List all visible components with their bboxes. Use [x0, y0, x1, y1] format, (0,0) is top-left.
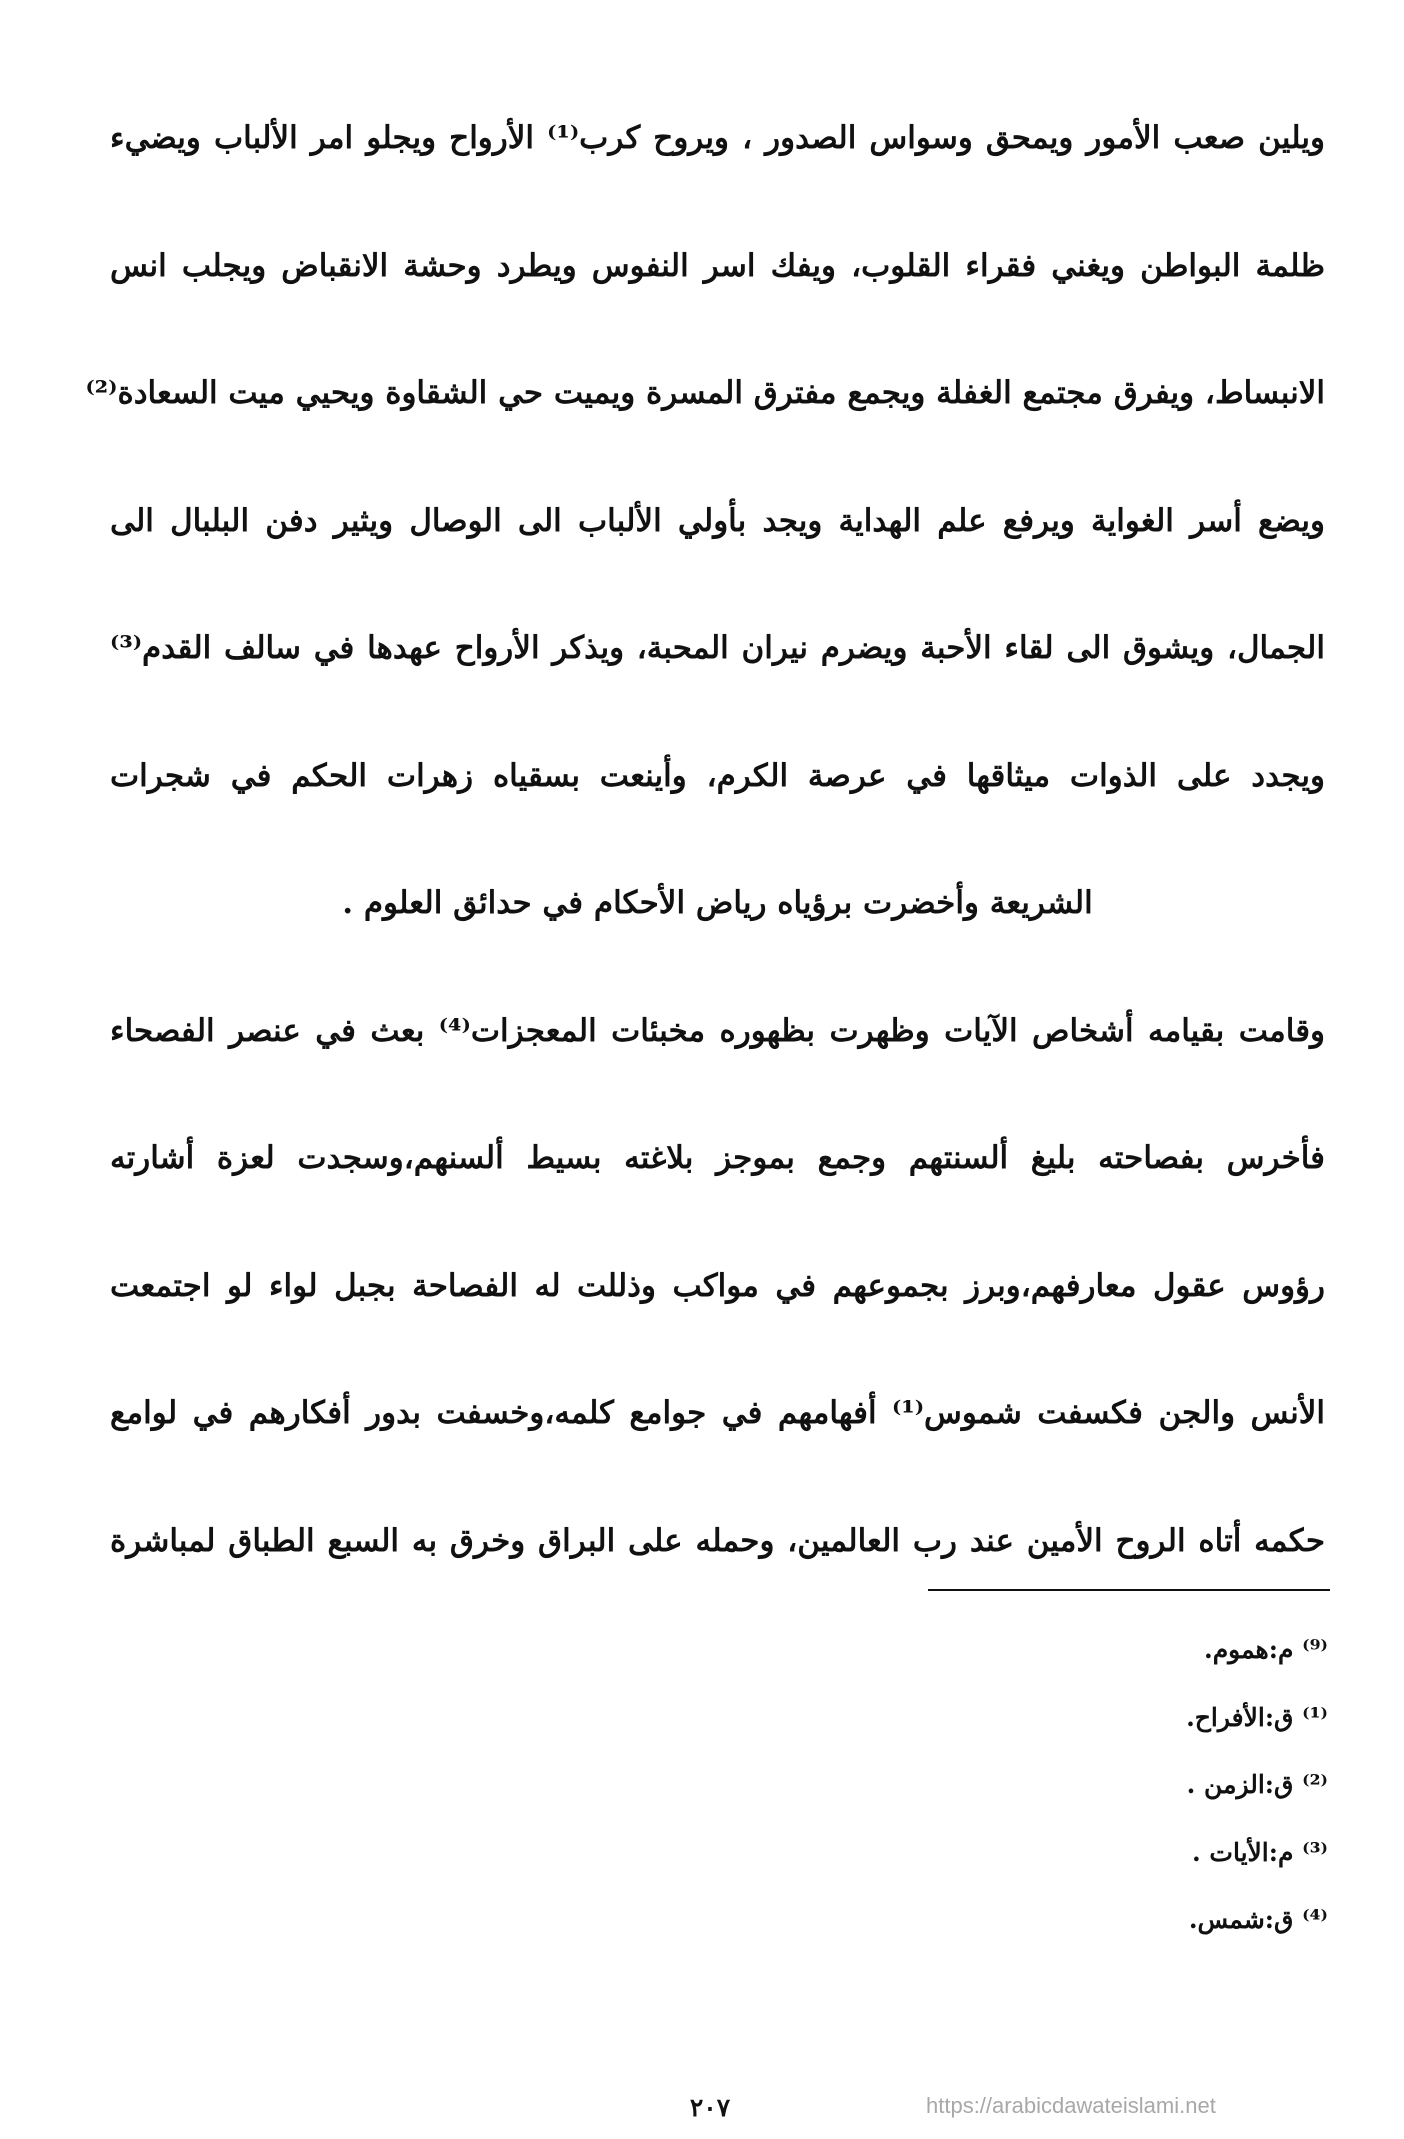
text-line: رؤوس عقول معارفهم،وبرز بجموعهم في مواكب وذللت له الفصاحة بجبل لواء لو اجتمعت	[110, 1267, 1325, 1304]
footnote: ⁽⁴⁾ ق:شمس.	[1188, 1905, 1328, 1934]
watermark-url: https://arabicdawateislami.net	[926, 2093, 1216, 2118]
text-line: ظلمة البواطن ويغني فقراء القلوب، ويفك اسر النفوس ويطرد وحشة الانقباض ويجلب انس	[110, 247, 1325, 284]
footnotes	[928, 1632, 1328, 1970]
text-line: الشريعة وأخضرت برؤياه رياض الأحكام في حدائق العلوم .	[342, 885, 1093, 921]
text-line: ويجدد على الذوات ميثاقها في عرصة الكرم، وأينعت بسقياه زهرات الحكم في شجرات	[110, 757, 1325, 794]
text-line: ويلين صعب الأمور ويمحق وسواس الصدور ، ويروح كرب⁽¹⁾ الأرواح ويجلو امر الألباب ويضيء	[110, 120, 1325, 156]
footnote: ⁽¹⁾ ق:الأفراح.	[1186, 1702, 1328, 1732]
text-line: الجمال، ويشوق الى لقاء الأحبة ويضرم نيران المحبة، ويذكر الأرواح عهدها في سالف القدم⁽³⁾	[110, 630, 1325, 666]
text-line: فأخرس بفصاحته بليغ ألسنتهم وجمع بموجز بلاغته بسيط ألسنهم،وسجدت لعزة أشارته	[110, 1140, 1325, 1176]
text-line: الانبساط، ويفرق مجتمع الغفلة ويجمع مفترق المسرة ويميت حي الشقاوة ويحيي ميت السعادة⁽²⁾	[85, 375, 1325, 411]
main-text-block	[85, 118, 1325, 1648]
text-line: ويضع أسر الغواية ويرفع علم الهداية ويجد بأولي الألباب الى الوصال ويثير دفن البلبال الى	[110, 502, 1325, 539]
text-line: وقامت بقيامه أشخاص الآيات وظهرت بظهوره مخبئات المعجزات⁽⁴⁾ بعث في عنصر الفصحاء	[110, 1012, 1325, 1049]
text-line: حكمه أتاه الروح الأمين عند رب العالمين، وحمله على البراق وخرق به السبع الطباق لمباشرة	[110, 1522, 1325, 1559]
page-number: ٢٠٧	[689, 2093, 731, 2122]
text-line: الأنس والجن فكسفت شموس⁽¹⁾ أفهامهم في جوامع كلمه،وخسفت بدور أفكارهم في لوامع	[110, 1395, 1325, 1431]
footnote-separator	[928, 1589, 1330, 1591]
footnote: ⁽⁹⁾ م:هموم.	[1204, 1635, 1328, 1664]
footnote: ⁽³⁾ م:الأيات .	[1192, 1837, 1328, 1867]
footnote: ⁽²⁾ ق:الزمن .	[1186, 1770, 1328, 1799]
